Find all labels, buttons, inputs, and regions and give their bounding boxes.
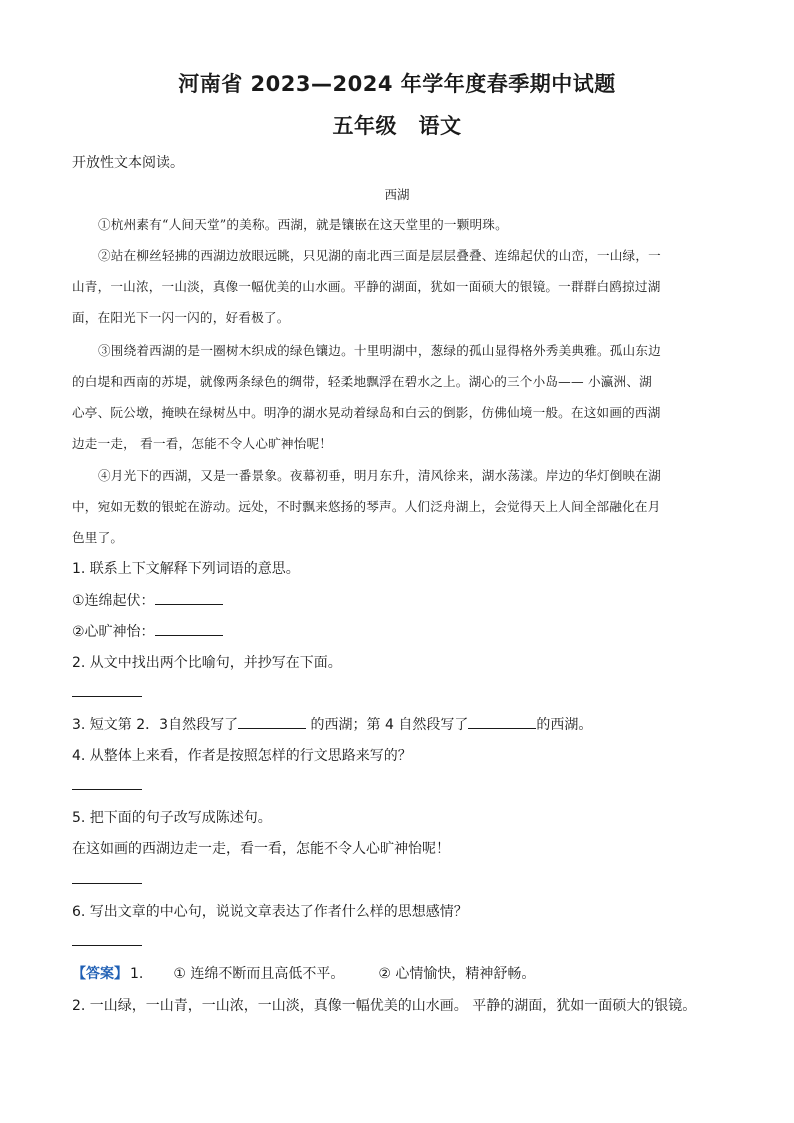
article-heading: 西湖 [384, 187, 410, 202]
question-6: 6. 写出文章的中心句，说说文章表达了作者什么样的思想感情？ [72, 904, 468, 920]
answer-blank [155, 623, 223, 636]
question-1a [72, 590, 223, 610]
answer-1-1: ① 连绵不断而且高低不平。 [173, 966, 345, 982]
page-subtitle: 五年级 语文 [332, 114, 462, 138]
page-title: 河南省 2023—2024 年学年度春季期中试题 [178, 72, 616, 96]
question-1a-label: ①连绵起伏： [72, 593, 155, 609]
article-line: ③围绕着西湖的是一圈树木织成的绿色镶边。十里明湖中，葱绿的孤山显得格外秀美典雅。孤山东边 [98, 343, 661, 358]
section-heading: 开放性文本阅读。 [72, 155, 184, 171]
question-3 [72, 714, 592, 734]
answer-blank [155, 592, 223, 605]
answer-line [72, 945, 142, 946]
article-line: 面，在阳光下一闪一闪的，好看极了。 [72, 310, 290, 325]
answer-line [72, 696, 142, 697]
answer-1-2: ② 心情愉快，精神舒畅。 [378, 966, 536, 982]
answer-tag: 【答案】 [72, 966, 128, 982]
answer-line [72, 883, 142, 884]
answer-blank [468, 716, 536, 729]
question-3-part: 的西湖；第 4 自然段写了 [306, 717, 469, 733]
question-1: 1. 联系上下文解释下列词语的意思。 [72, 561, 300, 577]
question-3-part: 3. 短文第 2．3自然段写了 [72, 717, 239, 733]
question-1b-label: ②心旷神怡： [72, 624, 155, 640]
question-1b [72, 621, 223, 641]
article-line: 色里了。 [72, 530, 124, 545]
article-line: 山青，一山浓，一山淡，真像一幅优美的山水画。平静的湖面，犹如一面硕大的银镜。一群群白鸥掠过湖 [72, 279, 661, 294]
article-line: 的白堤和西南的苏堤，就像两条绿色的绸带，轻柔地飘浮在碧水之上。湖心的三个小岛—— 小瀛洲、湖 [72, 374, 652, 389]
article-line: ①杭州素有“人间天堂”的美称。西湖，就是镶嵌在这天堂里的一颗明珠。 [98, 217, 508, 232]
question-2: 2. 从文中找出两个比喻句，并抄写在下面。 [72, 655, 342, 671]
question-3-part: 的西湖。 [536, 717, 593, 733]
article-line: ②站在柳丝轻拂的西湖边放眼远眺，只见湖的南北西三面是层层叠叠、连绵起伏的山峦，一山绿，一 [98, 248, 661, 263]
question-4: 4. 从整体上来看，作者是按照怎样的行文思路来写的？ [72, 748, 412, 764]
answer-blank [238, 716, 306, 729]
answer-1 [72, 963, 535, 983]
answer-number: 1. [130, 966, 144, 982]
article-line: 边走一走， 看一看，怎能不令人心旷神怡呢！ [72, 436, 333, 451]
article-line: 心亭、阮公墩，掩映在绿树丛中。明净的湖水晃动着绿岛和白云的倒影，仿佛仙境一般。在这如画的西湖 [72, 405, 661, 420]
question-5: 5. 把下面的句子改写成陈述句。 [72, 810, 272, 826]
article-line: ④月光下的西湖，又是一番景象。夜幕初垂，明月东升，清风徐来，湖水荡漾。岸边的华灯倒映在湖 [98, 468, 661, 483]
article-line: 中，宛如无数的银蛇在游动。远处，不时飘来悠扬的琴声。人们泛舟湖上，会觉得天上人间全部融化在月 [72, 499, 661, 514]
answer-2: 2. 一山绿，一山青，一山浓，一山淡，真像一幅优美的山水画。 平静的湖面，犹如一面硕大的银镜。 [72, 998, 697, 1014]
question-5-sentence: 在这如画的西湖边走一走，看一看，怎能不令人心旷神怡呢！ [72, 841, 450, 857]
answer-line [72, 789, 142, 790]
